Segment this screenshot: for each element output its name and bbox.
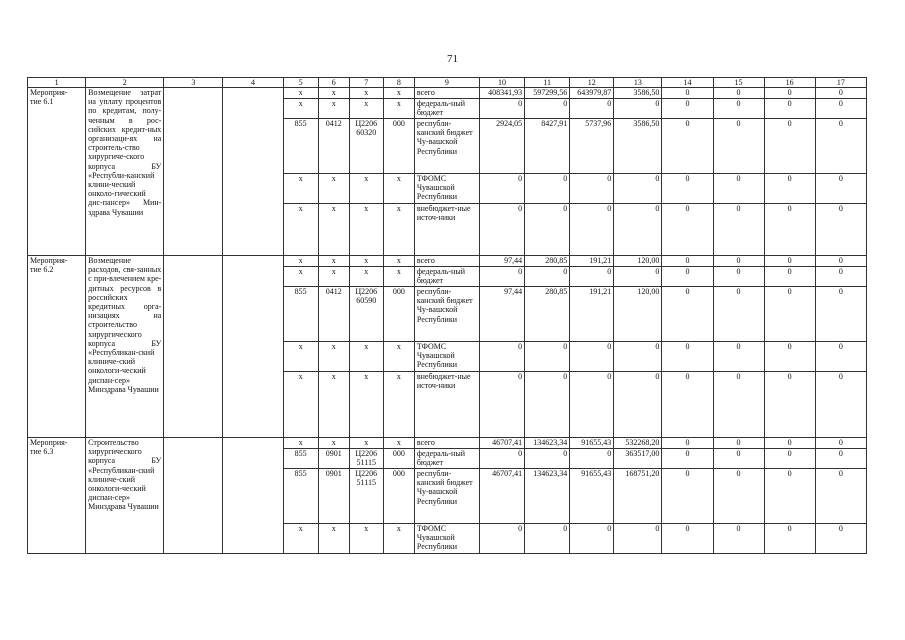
target-article-code: x xyxy=(349,256,383,267)
value-cell: 0 xyxy=(764,372,815,438)
value-cell: 0 xyxy=(713,524,764,554)
value-cell: 0 xyxy=(614,524,662,554)
value-cell: 0 xyxy=(713,372,764,438)
target-article-code: Ц2206 60320 xyxy=(349,119,383,174)
value-cell: 191,21 xyxy=(570,256,614,267)
value-cell: 97,44 xyxy=(480,256,525,267)
value-cell: 0 xyxy=(764,469,815,524)
value-cell: 280,85 xyxy=(525,256,570,267)
value-cell: 0 xyxy=(713,204,764,256)
value-cell: 0 xyxy=(662,99,713,119)
target-article-code: x xyxy=(349,524,383,554)
column-header: 8 xyxy=(383,78,414,88)
column-header: 13 xyxy=(614,78,662,88)
expense-type-code: 000 xyxy=(383,469,414,524)
funding-source: федераль-ный бюджет xyxy=(414,449,479,469)
expense-type-code: x xyxy=(383,256,414,267)
grbs-code: x xyxy=(283,204,318,256)
section-code: x xyxy=(318,267,349,287)
measure-id: Мероприя- тие 6.1 xyxy=(28,88,86,256)
measure-description: Возмещение затрат на уплату процентов по кредитам, полу-ченным в рос-сийских кредит-ных организаци-ях на строитель-ство хирургиче-ского корпуса БУ «Республи-канский клини-ческий онколо-гический дис-пансер» Мин-здрава Чувашии xyxy=(86,88,164,256)
value-cell: 643979,87 xyxy=(570,88,614,99)
expense-type-code: x xyxy=(383,342,414,372)
value-cell: 0 xyxy=(525,267,570,287)
value-cell: 0 xyxy=(815,372,866,438)
value-cell: 0 xyxy=(570,524,614,554)
value-cell: 0 xyxy=(815,469,866,524)
column-header: 11 xyxy=(525,78,570,88)
target-article-code: Ц2206 60590 xyxy=(349,287,383,342)
value-cell: 0 xyxy=(815,256,866,267)
value-cell: 408341,93 xyxy=(480,88,525,99)
value-cell: 0 xyxy=(614,372,662,438)
target-article-code: x xyxy=(349,88,383,99)
value-cell: 0 xyxy=(662,204,713,256)
col-4-empty xyxy=(223,88,283,256)
value-cell: 0 xyxy=(525,342,570,372)
column-header: 15 xyxy=(713,78,764,88)
value-cell: 0 xyxy=(713,256,764,267)
value-cell: 0 xyxy=(815,99,866,119)
value-cell: 0 xyxy=(480,524,525,554)
value-cell: 0 xyxy=(713,119,764,174)
col-3-empty xyxy=(164,256,223,438)
value-cell: 0 xyxy=(713,449,764,469)
value-cell: 0 xyxy=(764,99,815,119)
funding-source: внебюджет-ные источ-ники xyxy=(414,372,479,438)
target-article-code: x xyxy=(349,372,383,438)
value-cell: 0 xyxy=(662,119,713,174)
value-cell: 0 xyxy=(764,449,815,469)
column-header: 9 xyxy=(414,78,479,88)
value-cell: 0 xyxy=(480,449,525,469)
target-article-code: Ц2206 51115 xyxy=(349,469,383,524)
value-cell: 0 xyxy=(570,174,614,204)
value-cell: 0 xyxy=(614,99,662,119)
value-cell: 280,85 xyxy=(525,287,570,342)
value-cell: 0 xyxy=(570,372,614,438)
section-code: x xyxy=(318,204,349,256)
value-cell: 0 xyxy=(815,438,866,449)
value-cell: 0 xyxy=(662,372,713,438)
funding-source: ТФОМС Чувашской Республики xyxy=(414,342,479,372)
value-cell: 0 xyxy=(662,524,713,554)
expense-type-code: x xyxy=(383,204,414,256)
value-cell: 0 xyxy=(525,204,570,256)
funding-source: федераль-ный бюджет xyxy=(414,267,479,287)
value-cell: 0 xyxy=(815,119,866,174)
value-cell: 3586,50 xyxy=(614,88,662,99)
grbs-code: 855 xyxy=(283,287,318,342)
value-cell: 0 xyxy=(764,524,815,554)
expense-type-code: x xyxy=(383,524,414,554)
grbs-code: x xyxy=(283,99,318,119)
column-header: 7 xyxy=(349,78,383,88)
value-cell: 46707,41 xyxy=(480,438,525,449)
value-cell: 3586,50 xyxy=(614,119,662,174)
value-cell: 0 xyxy=(480,372,525,438)
funding-source: всего xyxy=(414,88,479,99)
value-cell: 168751,20 xyxy=(614,469,662,524)
expense-type-code: x xyxy=(383,88,414,99)
expense-type-code: x xyxy=(383,372,414,438)
value-cell: 0 xyxy=(525,99,570,119)
value-cell: 0 xyxy=(713,438,764,449)
expense-type-code: 000 xyxy=(383,287,414,342)
value-cell: 0 xyxy=(764,204,815,256)
expense-type-code: 000 xyxy=(383,119,414,174)
funding-source: всего xyxy=(414,438,479,449)
value-cell: 120,00 xyxy=(614,287,662,342)
value-cell: 0 xyxy=(662,256,713,267)
section-code: x xyxy=(318,174,349,204)
table-row xyxy=(28,438,867,449)
value-cell: 0 xyxy=(764,119,815,174)
value-cell: 8427,91 xyxy=(525,119,570,174)
section-code: x xyxy=(318,99,349,119)
grbs-code: x xyxy=(283,267,318,287)
measure-id: Мероприя- тие 6.2 xyxy=(28,256,86,438)
value-cell: 0 xyxy=(525,449,570,469)
column-header: 10 xyxy=(480,78,525,88)
column-header: 16 xyxy=(764,78,815,88)
value-cell: 0 xyxy=(815,524,866,554)
section-code: x xyxy=(318,524,349,554)
grbs-code: x xyxy=(283,438,318,449)
value-cell: 0 xyxy=(815,342,866,372)
value-cell: 0 xyxy=(764,267,815,287)
value-cell: 363517,00 xyxy=(614,449,662,469)
target-article-code: x xyxy=(349,267,383,287)
value-cell: 0 xyxy=(480,99,525,119)
column-header: 12 xyxy=(570,78,614,88)
expense-type-code: x xyxy=(383,174,414,204)
value-cell: 0 xyxy=(570,204,614,256)
value-cell: 0 xyxy=(764,256,815,267)
expense-type-code: x xyxy=(383,267,414,287)
section-code: x xyxy=(318,438,349,449)
value-cell: 0 xyxy=(570,449,614,469)
column-header: 2 xyxy=(86,78,164,88)
value-cell: 0 xyxy=(662,267,713,287)
value-cell: 0 xyxy=(662,438,713,449)
target-article-code: Ц2206 51115 xyxy=(349,449,383,469)
value-cell: 0 xyxy=(570,342,614,372)
page-number: 71 xyxy=(447,53,458,65)
column-header: 6 xyxy=(318,78,349,88)
col-3-empty xyxy=(164,438,223,554)
value-cell: 0 xyxy=(713,469,764,524)
funding-source: ТФОМС Чувашской Республики xyxy=(414,174,479,204)
value-cell: 120,00 xyxy=(614,256,662,267)
value-cell: 0 xyxy=(764,287,815,342)
grbs-code: x xyxy=(283,256,318,267)
column-header: 14 xyxy=(662,78,713,88)
value-cell: 0 xyxy=(764,438,815,449)
value-cell: 0 xyxy=(815,174,866,204)
section-code: 0412 xyxy=(318,119,349,174)
header-row xyxy=(28,78,867,88)
value-cell: 0 xyxy=(713,267,764,287)
column-header: 4 xyxy=(223,78,283,88)
value-cell: 0 xyxy=(764,342,815,372)
section-code: x xyxy=(318,342,349,372)
value-cell: 0 xyxy=(614,204,662,256)
value-cell: 46707,41 xyxy=(480,469,525,524)
col-4-empty xyxy=(223,438,283,554)
value-cell: 0 xyxy=(570,99,614,119)
grbs-code: x xyxy=(283,342,318,372)
value-cell: 97,44 xyxy=(480,287,525,342)
value-cell: 0 xyxy=(662,449,713,469)
value-cell: 2924,05 xyxy=(480,119,525,174)
value-cell: 134623,34 xyxy=(525,438,570,449)
section-code: x xyxy=(318,88,349,99)
section-code: x xyxy=(318,372,349,438)
value-cell: 0 xyxy=(764,174,815,204)
col-4-empty xyxy=(223,256,283,438)
value-cell: 0 xyxy=(525,524,570,554)
value-cell: 0 xyxy=(713,99,764,119)
value-cell: 0 xyxy=(662,342,713,372)
value-cell: 597299,56 xyxy=(525,88,570,99)
expense-type-code: 000 xyxy=(383,449,414,469)
table-row xyxy=(28,256,867,267)
value-cell: 0 xyxy=(480,342,525,372)
value-cell: 0 xyxy=(815,204,866,256)
table-row xyxy=(28,88,867,99)
value-cell: 91655,43 xyxy=(570,469,614,524)
target-article-code: x xyxy=(349,99,383,119)
grbs-code: 855 xyxy=(283,469,318,524)
value-cell: 0 xyxy=(614,267,662,287)
table-body xyxy=(28,88,867,554)
grbs-code: x xyxy=(283,174,318,204)
value-cell: 0 xyxy=(662,287,713,342)
value-cell: 0 xyxy=(480,267,525,287)
grbs-code: 855 xyxy=(283,119,318,174)
section-code: x xyxy=(318,256,349,267)
value-cell: 0 xyxy=(815,449,866,469)
value-cell: 0 xyxy=(662,174,713,204)
value-cell: 0 xyxy=(614,174,662,204)
measure-description: Возмещение расходов, свя-занных с при-влечением кре-дитных ресурсов в российских кредитных орга-низациях на строительство хирургического корпуса БУ «Республикан-ский клиниче-ский онкологи-ческий диспан-сер» Минздрава Чувашии xyxy=(86,256,164,438)
value-cell: 0 xyxy=(480,174,525,204)
value-cell: 0 xyxy=(480,204,525,256)
value-cell: 0 xyxy=(525,174,570,204)
value-cell: 0 xyxy=(713,174,764,204)
value-cell: 191,21 xyxy=(570,287,614,342)
funding-source: внебюджет-ные источ-ники xyxy=(414,204,479,256)
expense-type-code: x xyxy=(383,438,414,449)
target-article-code: x xyxy=(349,342,383,372)
value-cell: 0 xyxy=(815,287,866,342)
grbs-code: x xyxy=(283,88,318,99)
value-cell: 91655,43 xyxy=(570,438,614,449)
funding-source: республи-канский бюджет Чу-вашской Республики xyxy=(414,469,479,524)
column-header: 17 xyxy=(815,78,866,88)
value-cell: 0 xyxy=(662,88,713,99)
value-cell: 0 xyxy=(815,267,866,287)
value-cell: 0 xyxy=(713,342,764,372)
col-3-empty xyxy=(164,88,223,256)
value-cell: 0 xyxy=(815,88,866,99)
section-code: 0901 xyxy=(318,469,349,524)
grbs-code: x xyxy=(283,372,318,438)
grbs-code: x xyxy=(283,524,318,554)
value-cell: 0 xyxy=(525,372,570,438)
funding-source: федераль-ный бюджет xyxy=(414,99,479,119)
value-cell: 0 xyxy=(713,287,764,342)
funding-source: ТФОМС Чувашской Республики xyxy=(414,524,479,554)
value-cell: 0 xyxy=(662,469,713,524)
value-cell: 5737,96 xyxy=(570,119,614,174)
budget-table xyxy=(27,77,867,554)
column-header: 1 xyxy=(28,78,86,88)
value-cell: 0 xyxy=(570,267,614,287)
value-cell: 0 xyxy=(713,88,764,99)
value-cell: 0 xyxy=(614,342,662,372)
column-header: 5 xyxy=(283,78,318,88)
measure-id: Мероприя- тие 6.3 xyxy=(28,438,86,554)
value-cell: 532268,20 xyxy=(614,438,662,449)
section-code: 0412 xyxy=(318,287,349,342)
grbs-code: 855 xyxy=(283,449,318,469)
value-cell: 134623,34 xyxy=(525,469,570,524)
section-code: 0901 xyxy=(318,449,349,469)
measure-description: Строительство хирургического корпуса БУ «Республикан-ский клиниче-ский онкологи-ческий диспан-сер» Минздрава Чувашии xyxy=(86,438,164,554)
value-cell: 0 xyxy=(764,88,815,99)
funding-source: всего xyxy=(414,256,479,267)
funding-source: республи-канский бюджет Чу-вашской Республики xyxy=(414,287,479,342)
funding-source: республи-канский бюджет Чу-вашской Республики xyxy=(414,119,479,174)
target-article-code: x xyxy=(349,438,383,449)
target-article-code: x xyxy=(349,204,383,256)
target-article-code: x xyxy=(349,174,383,204)
expense-type-code: x xyxy=(383,99,414,119)
column-header: 3 xyxy=(164,78,223,88)
